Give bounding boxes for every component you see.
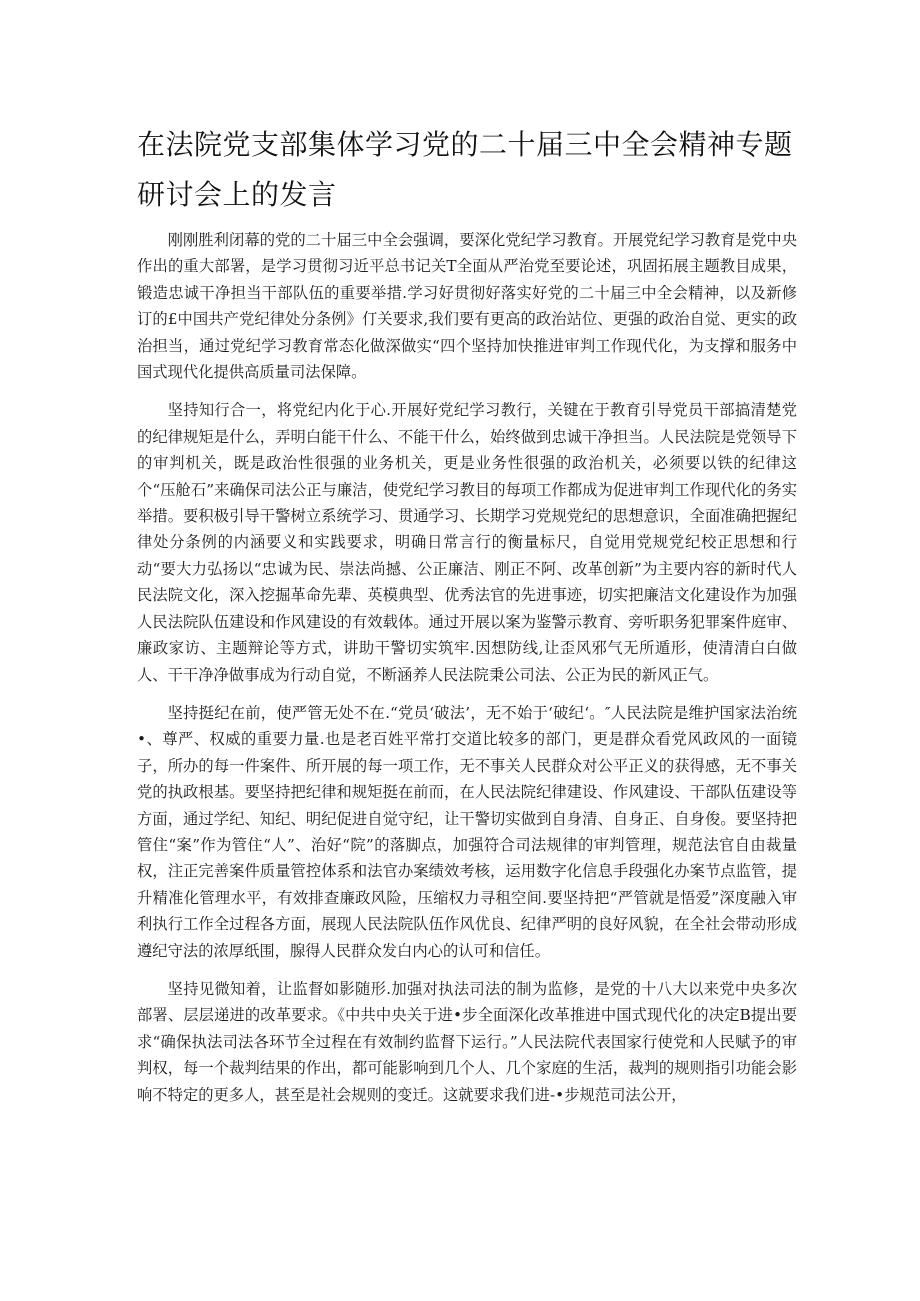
paragraph-supervision: 坚持见微知着，让监督如影随形.加强对执法司法的制为监修，是党的十八大以来党中央多次部署、层层递进的改革要求。《中共中央关于进•步全面深化改革推进中国式现代化的决定B提出要求“确保执法司法各环节全过程在有效制约监督下运行。”人民法院代表国家行使党和人民赋予的审判权，每一个裁判结果的作出，都可能影响到几个人、几个家庭的生活，裁判的规则指引功能会影响不特定的更多人，甚至是社会规则的变迁。这就要求我们进-•步规范司法公开， [137,979,797,1104]
document-title: 在法院党支部集体学习党的二十届三中全会精神专题研讨会上的发言 [137,128,793,211]
document-body [137,227,797,1120]
paragraph-intro: 刚刚胜利闭幕的党的二十届三中全会强调，要深化党纪学习教育。开展党纪学习教育是党中央作出的重大部署，是学习贯彻习近平总书记关T全面从严治党至要论述，巩固拓展主题教目成果，锻造忠诚干净担当干部队伍的重要举措.学习好贯彻好落实好党的二十届三中全会精神，以及新修订的£中国共产党纪律处分条例》仃关要求,我们要有更高的政治站位、更强的政治自觉、更实的政治担当，通过党纪学习教育常态化做深做实“四个坚持加快推进审判工作现代化，为支撑和服务中国式现代化提供高质量司法保障。 [137,231,797,382]
paragraph-strict-management: 坚持挺纪在前，使严管无处不在.“党员‘破法’，无不始于‘破纪‘。″人民法院是维护国家法治统•、尊严、权威的重要力量.也是老百姓平常打交道比较多的部门，更是群众看党风政风的一面镜子，所办的每一件案件、所开展的每一项工作，无不事关人民群众对公平正义的获得感，无不事关党的执政根基。要坚持把纪律和规矩挺在前而，在人民法院纪律建设、作风建设、干部队伍建设等方面，通过学纪、知纪、明纪促进自觉守纪，让干警切实做到自身清、自身正、自身俊。要坚持把管住“案”作为管住“人”、治好“院”的落脚点，加强符合司法规律的审判管理，规范法官自由裁量权，注正完善案件质量管控体系和法官办案绩效考核，运用数字化信息手段强化办案节点监管，提升精准化管理水平，有效排查廉政风险，压缩权力寻租空间.要坚持把“严管就是悟爱”深度融入审利执行工作全过程各方面，展现人民法院队伍作风优良、纪律严明的良好风貌，在全社会带动形成遵纪守法的浓厚纸围，腺得人民群众发白内心的认可和信任。 [137,703,797,960]
paragraph-discipline-knowledge: 坚持知行合一，将党纪内化于心.开展好党纪学习教行，关键在于教育引导党员干部搞清楚党的纪律规矩是什么，弄明白能干什么、不能干什么，始终做到忠诚干净担当。人民法院是党领导下的审判机关，既是政治性很强的业务机关，更是业务性很强的政治机关，必须要以铁的纪律这个“压舱石”来确保司法公正与廉洁，使党纪学习教目的每项工作都成为促进审判工作现代化的务实举措。要积极引导干警树立系统学习、贯通学习、长期学习党规党纪的思想意识，全面准确把握纪律处分条例的内涵要义和实践要求，明确日常言行的衡量标尺，自觉用党规党纪校正思想和行动“要大力弘扬以“忠诚为民、崇法尚撼、公正廉洁、刚正不阿、改革创新”为主要内容的新时代人民法院文化，深入挖掘革命先辈、英模典型、优秀法官的先进事迹，切实把廉洁文化建设作为加强人民法院队伍建设和作风建设的有效载体。通过开展以案为鉴警示教育、旁听职务犯罪案件庭审、廉政家访、主题辩论等方式，讲助干警切实筑牢.因想防线,让歪风邪气无所遁形，使清清白白做人、干干净净做事成为行动自觉，不断涵养人民法院秉公司法、公正为民的新风正气。 [137,401,797,684]
